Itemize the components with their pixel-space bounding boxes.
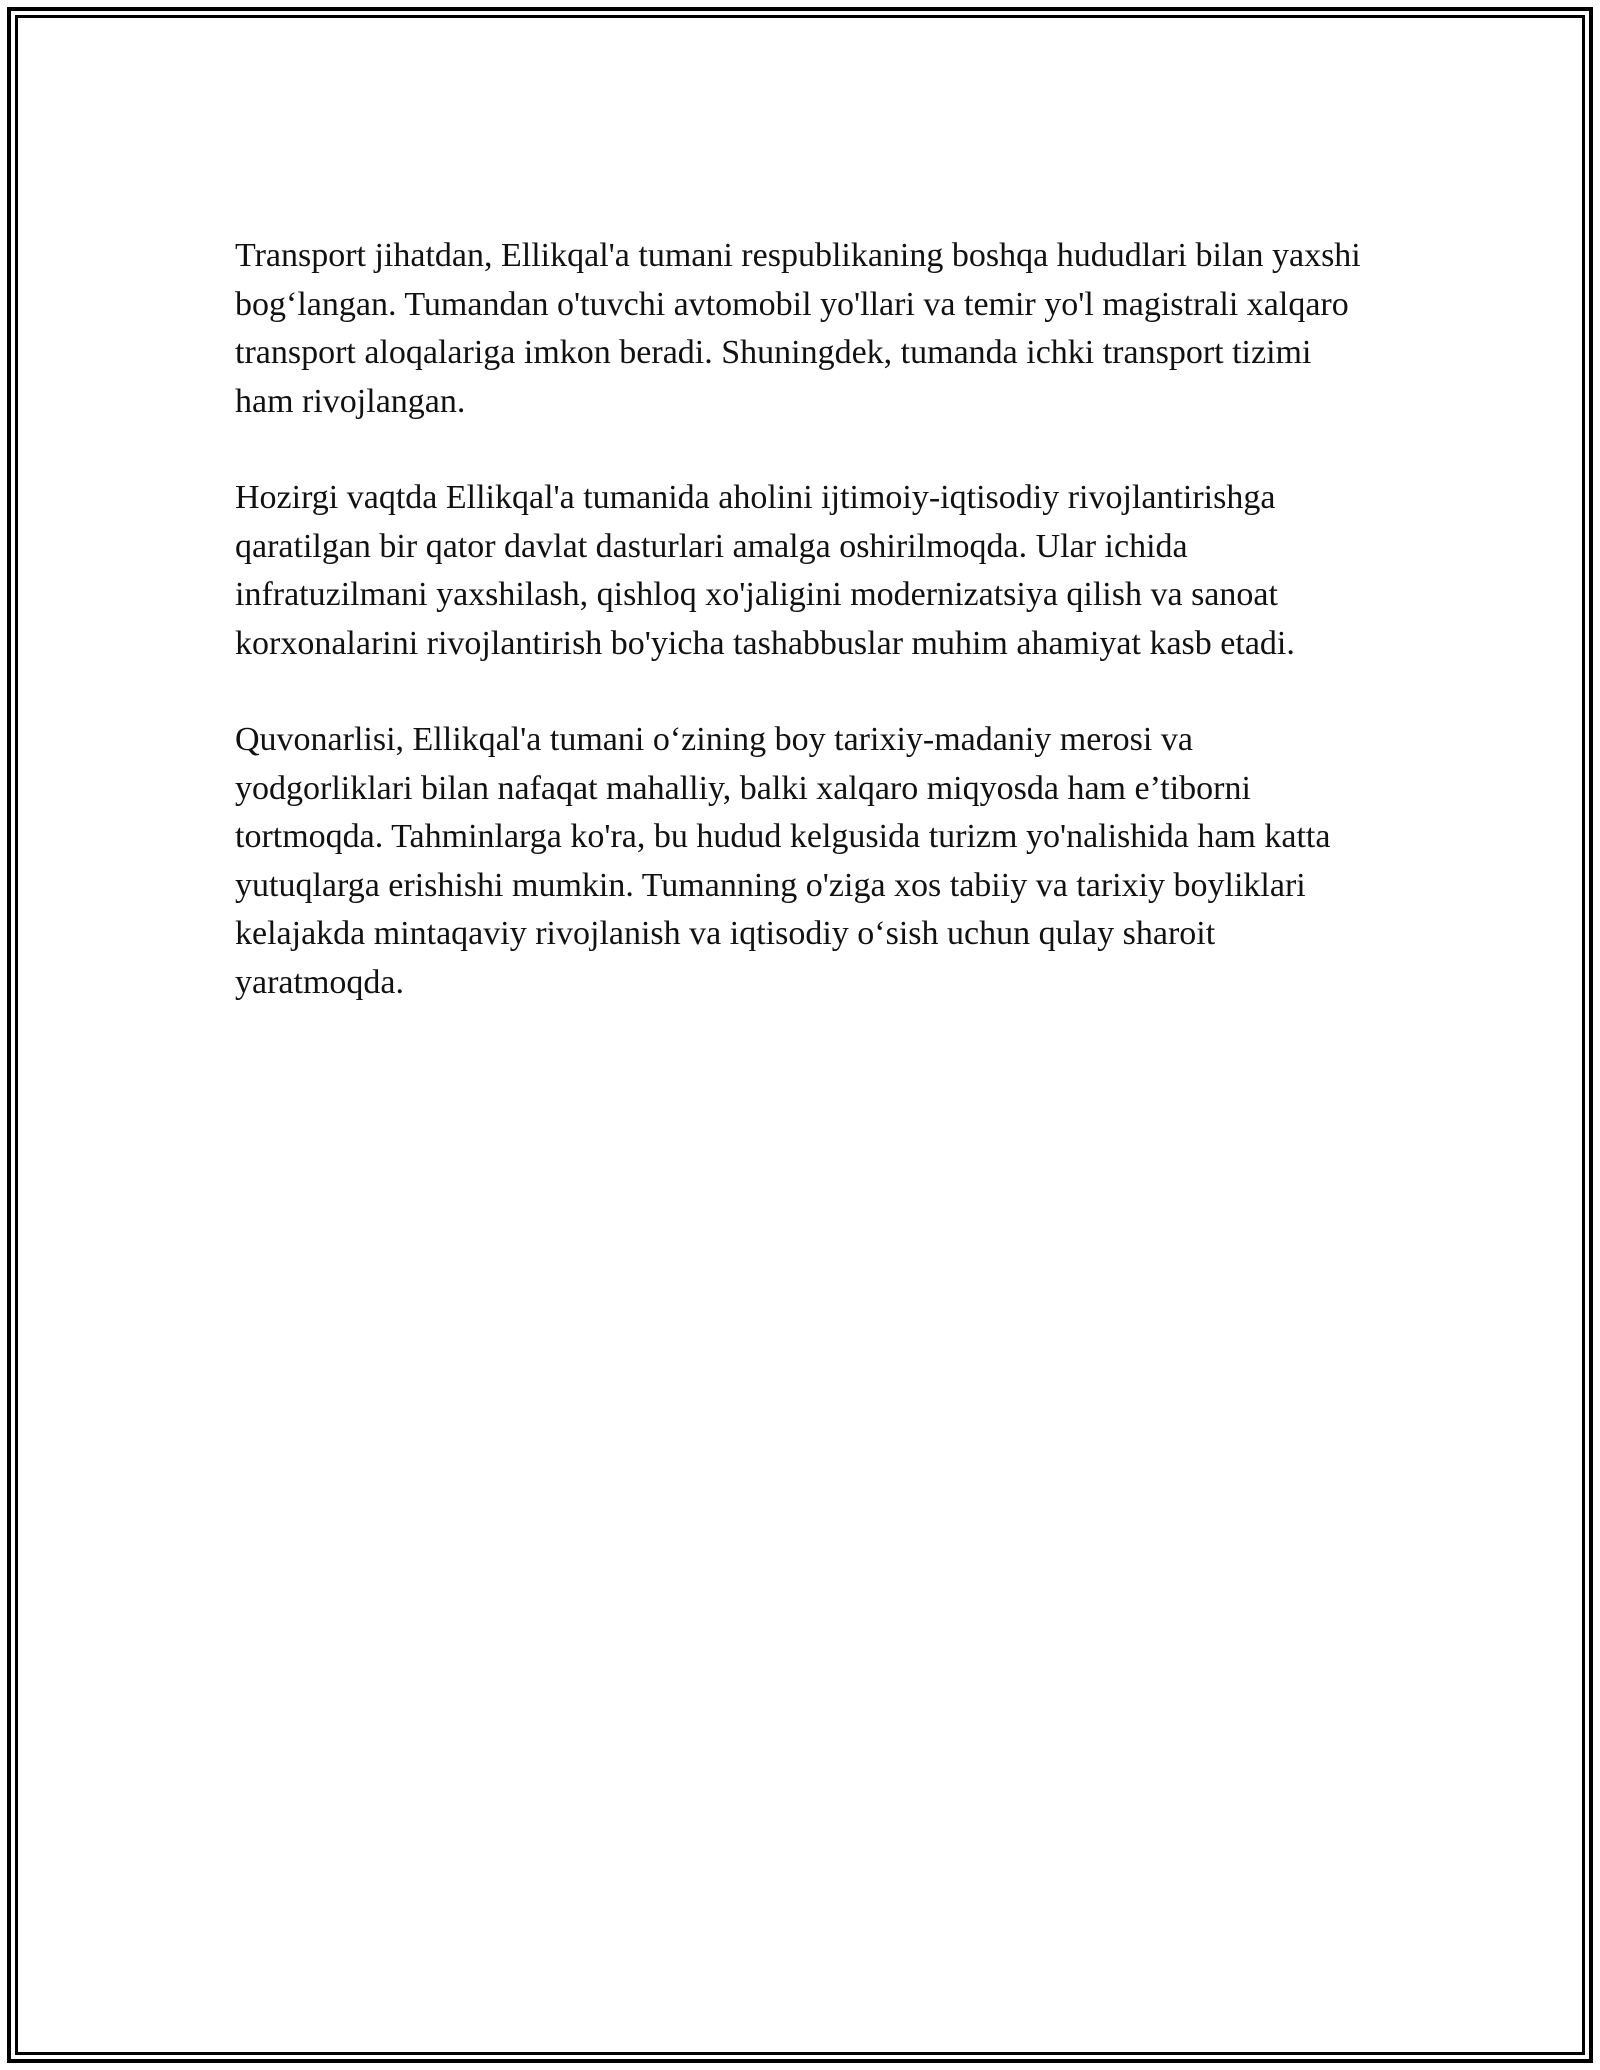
paragraph-transport: Transport jihatdan, Ellikqal'a tumani respublikaning boshqa hududlari bilan yaxshi bog‘langan. Tumandan o'tuvchi avtomobil yo'llari va temir yo'l magistrali xalqaro transport aloqalariga imkon beradi. Shuningdek, tumanda ichki transport tizimi ham rivojlangan. <box>235 237 1361 420</box>
paragraph-heritage: Quvonarlisi, Ellikqal'a tumani o‘zining boy tarixiy-madaniy merosi va yodgorliklari bilan nafaqat mahalliy, balki xalqaro miqyosda ham e’tiborni tortmoqda. Tahminlarga ko'ra, bu hudud kelgusida turizm yo'nalishida ham katta yutuqlarga erishishi mumkin. Tumanning o'ziga xos tabiiy va tarixiy boyliklari kelajakda mintaqaviy rivojlanish va iqtisodiy o‘sish uchun qulay sharoit yaratmoqda. <box>235 721 1331 1001</box>
document-body <box>235 232 1370 1055</box>
paragraph-programs: Hozirgi vaqtda Ellikqal'a tumanida aholini ijtimoiy-iqtisodiy rivojlantirishga qaratilgan bir qator davlat dasturlari amalga oshirilmoqda. Ular ichida infratuzilmani yaxshilash, qishloq xo'jaligini modernizatsiya qilish va sanoat korxonalarini rivojlantirish bo'yicha tashabbuslar muhim ahamiyat kasb etadi. <box>235 479 1295 662</box>
